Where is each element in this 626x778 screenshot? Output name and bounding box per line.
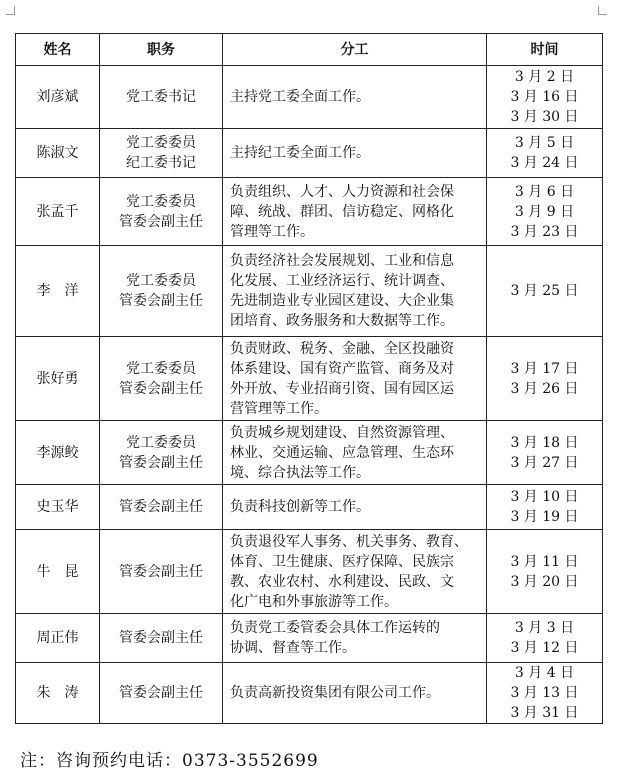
cell-post-line: 管委会副主任 [119, 380, 203, 397]
cell-time [487, 530, 603, 614]
cell-time-line: 3 月 5 日 [514, 135, 575, 151]
cell-post [100, 614, 223, 663]
cell-name: 李 洋 [16, 246, 100, 337]
page-corner-mark [598, 6, 607, 15]
cell-name: 李源鲛 [16, 421, 100, 485]
cell-duty-line: 负责组织、人才、人力资源和社会保 [230, 183, 454, 200]
cell-post-line: 管委会副主任 [119, 499, 203, 515]
cell-post [100, 663, 223, 724]
duty-table [15, 33, 603, 724]
cell-duty [223, 530, 487, 614]
cell-name: 史玉华 [16, 485, 100, 530]
cell-duty-line: 负责党工委管委会具体工作运转的 [230, 620, 440, 636]
cell-duty-line: 协调、督查等工作。 [230, 640, 356, 656]
cell-name: 张好勇 [16, 337, 100, 421]
cell-duty-line: 主持党工委全面工作。 [230, 89, 370, 105]
cell-post [100, 246, 223, 337]
cell-duty-line: 负责退役军人事务、机关事务、教育、 [230, 533, 468, 550]
cell-post-line: 管委会副主任 [119, 293, 203, 309]
cell-duty [223, 485, 487, 530]
table-row [16, 129, 603, 178]
table-row [16, 663, 603, 724]
cell-duty-line: 管理等工作。 [230, 223, 314, 240]
cell-duty-line: 团培育、政务服务和大数据等工作。 [230, 313, 454, 329]
table-body [16, 66, 603, 724]
cell-name: 张孟千 [16, 178, 100, 246]
cell-time-line: 3 月 26 日 [510, 380, 579, 397]
cell-duty [223, 421, 487, 485]
cell-duty-line: 林业、交通运输、应急管理、生态环 [230, 444, 454, 461]
cell-time [487, 663, 603, 724]
table-row [16, 614, 603, 663]
cell-time-line: 3 月 6 日 [514, 183, 575, 200]
header-duty: 分工 [223, 34, 487, 66]
cell-time-line: 3 月 11 日 [510, 553, 579, 570]
table-row [16, 530, 603, 614]
header-time: 时间 [487, 34, 603, 66]
cell-time-line: 3 月 12 日 [510, 640, 579, 656]
cell-time [487, 337, 603, 421]
cell-time-line: 3 月 20 日 [510, 573, 579, 590]
table-row [16, 421, 603, 485]
cell-duty [223, 663, 487, 724]
cell-post-line: 管委会副主任 [119, 563, 203, 580]
cell-post [100, 178, 223, 246]
cell-time-line: 3 月 10 日 [510, 489, 579, 505]
cell-duty-line: 外开放、专业招商引资、国有园区运 [230, 380, 454, 397]
cell-duty-line: 主持纪工委全面工作。 [230, 145, 370, 161]
cell-post [100, 530, 223, 614]
cell-time-line: 3 月 3 日 [514, 620, 575, 636]
cell-post-line: 党工委委员 [126, 434, 196, 451]
cell-time-line: 3 月 19 日 [510, 509, 579, 525]
cell-duty-line: 化发展、工业经济运行、统计调查、 [230, 273, 454, 289]
table-row [16, 246, 603, 337]
table-row [16, 337, 603, 421]
cell-name: 刘彦斌 [16, 66, 100, 129]
cell-duty-line: 境、综合执法等工作。 [230, 464, 370, 481]
cell-post [100, 485, 223, 530]
cell-duty-line: 负责科技创新等工作。 [230, 499, 370, 515]
cell-duty-line: 营管理等工作。 [230, 400, 328, 417]
cell-duty-line: 体系建设、国有资产监管、商务及对 [230, 360, 454, 377]
cell-name: 牛 昆 [16, 530, 100, 614]
header-post: 职务 [100, 34, 223, 66]
cell-post-line: 纪工委书记 [126, 155, 196, 171]
cell-duty [223, 66, 487, 129]
cell-time-line: 3 月 30 日 [510, 109, 579, 125]
cell-post-line: 党工委委员 [126, 273, 196, 289]
cell-time-line: 3 月 25 日 [510, 283, 579, 299]
cell-time-line: 3 月 9 日 [514, 203, 575, 220]
cell-time [487, 66, 603, 129]
cell-post-line: 党工委委员 [126, 135, 196, 151]
cell-time-line: 3 月 17 日 [510, 360, 579, 377]
table-row [16, 66, 603, 129]
table-row [16, 178, 603, 246]
cell-post [100, 337, 223, 421]
cell-duty-line: 负责经济社会发展规划、工业和信息 [230, 253, 454, 269]
cell-duty-line: 障、统战、群团、信访稳定、网格化 [230, 203, 454, 220]
cell-post-line: 管委会副主任 [119, 685, 203, 701]
cell-name: 周正伟 [16, 614, 100, 663]
cell-name: 朱 涛 [16, 663, 100, 724]
cell-time-line: 3 月 23 日 [510, 223, 579, 240]
cell-time [487, 178, 603, 246]
header-name: 姓名 [16, 34, 100, 66]
cell-time-line: 3 月 16 日 [510, 89, 579, 105]
cell-time [487, 614, 603, 663]
cell-duty-line: 教、农业农村、水利建设、民政、文 [230, 573, 454, 590]
cell-duty-line: 负责城乡规划建设、自然资源管理、 [230, 424, 454, 441]
cell-duty [223, 337, 487, 421]
cell-time-line: 3 月 18 日 [510, 434, 579, 451]
cell-duty [223, 614, 487, 663]
cell-post-line: 管委会副主任 [119, 213, 203, 230]
cell-time-line: 3 月 4 日 [514, 665, 575, 681]
cell-duty-line: 化广电和外事旅游等工作。 [230, 593, 398, 610]
consult-note: 注：咨询预约电话：0373-3552699 [20, 751, 319, 771]
table-row [16, 485, 603, 530]
cell-post-line: 党工委委员 [126, 193, 196, 210]
cell-duty [223, 246, 487, 337]
cell-duty-line: 负责高新投资集团有限公司工作。 [230, 685, 440, 701]
cell-duty [223, 129, 487, 178]
cell-time [487, 485, 603, 530]
cell-post-line: 管委会副主任 [119, 630, 203, 646]
cell-time [487, 246, 603, 337]
cell-time [487, 129, 603, 178]
cell-name: 陈淑文 [16, 129, 100, 178]
cell-duty [223, 178, 487, 246]
cell-post [100, 421, 223, 485]
cell-time-line: 3 月 27 日 [510, 454, 579, 471]
cell-time-line: 3 月 13 日 [510, 685, 579, 701]
cell-post-line: 党工委书记 [126, 89, 196, 105]
cell-time [487, 421, 603, 485]
cell-post [100, 66, 223, 129]
cell-post [100, 129, 223, 178]
table-header-row [16, 34, 603, 66]
page-corner-mark [6, 6, 15, 15]
cell-duty-line: 负责财政、税务、金融、全区投融资 [230, 340, 454, 357]
cell-time-line: 3 月 24 日 [510, 155, 579, 171]
cell-time-line: 3 月 2 日 [514, 69, 575, 85]
cell-duty-line: 体育、卫生健康、医疗保障、民族宗 [230, 553, 454, 570]
cell-time-line: 3 月 31 日 [510, 705, 579, 721]
cell-duty-line: 先进制造业专业园区建设、大企业集 [230, 293, 454, 309]
cell-post-line: 管委会副主任 [119, 454, 203, 471]
cell-post-line: 党工委委员 [126, 360, 196, 377]
